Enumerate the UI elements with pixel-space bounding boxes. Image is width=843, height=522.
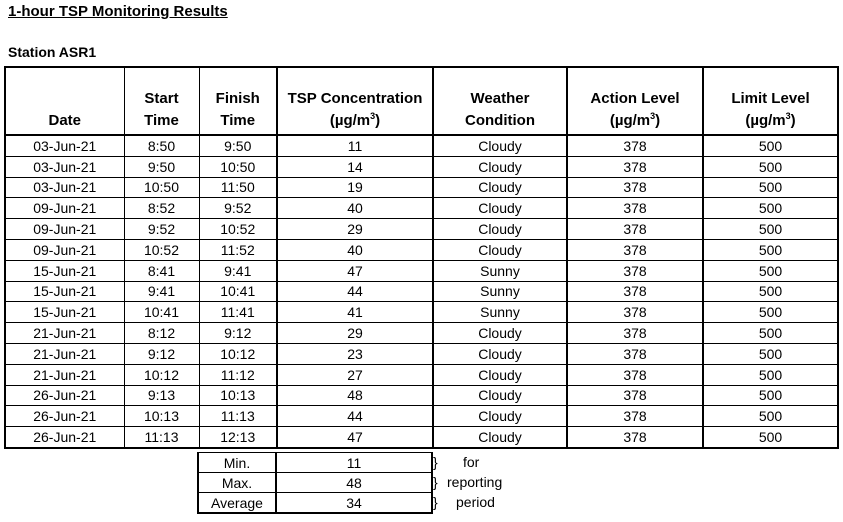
cell-date: 15-Jun-21 bbox=[5, 302, 124, 323]
summary-label: Max. bbox=[198, 473, 276, 493]
table-row bbox=[5, 219, 838, 240]
cell-tsp-concentration: 23 bbox=[277, 343, 433, 364]
cell-limit-level: 500 bbox=[703, 177, 838, 198]
cell-start-time: 10:12 bbox=[124, 364, 199, 385]
summary-note: reporting bbox=[447, 474, 503, 490]
summary-label: Min. bbox=[198, 453, 276, 473]
cell-date: 15-Jun-21 bbox=[5, 281, 124, 302]
cell-limit-level: 500 bbox=[703, 135, 838, 156]
cell-limit-level: 500 bbox=[703, 343, 838, 364]
cell-start-time: 9:50 bbox=[124, 156, 199, 177]
cell-action-level: 378 bbox=[567, 177, 703, 198]
cell-weather-condition: Cloudy bbox=[433, 135, 567, 156]
cell-date: 15-Jun-21 bbox=[5, 260, 124, 281]
cell-finish-time: 10:13 bbox=[199, 385, 277, 406]
brace-symbol: } bbox=[433, 494, 438, 510]
cell-weather-condition: Cloudy bbox=[433, 156, 567, 177]
cell-weather-condition: Cloudy bbox=[433, 343, 567, 364]
cell-limit-level: 500 bbox=[703, 385, 838, 406]
cell-finish-time: 9:12 bbox=[199, 323, 277, 344]
cell-tsp-concentration: 29 bbox=[277, 219, 433, 240]
table-row bbox=[5, 177, 838, 198]
header-finish-time: Finish Time bbox=[199, 67, 277, 135]
cell-action-level: 378 bbox=[567, 156, 703, 177]
cell-action-level: 378 bbox=[567, 343, 703, 364]
cell-finish-time: 9:50 bbox=[199, 135, 277, 156]
cell-limit-level: 500 bbox=[703, 260, 838, 281]
header-row bbox=[5, 67, 838, 135]
cell-tsp-concentration: 47 bbox=[277, 427, 433, 448]
cell-date: 26-Jun-21 bbox=[5, 406, 124, 427]
cell-action-level: 378 bbox=[567, 239, 703, 260]
table-row bbox=[5, 343, 838, 364]
cell-date: 09-Jun-21 bbox=[5, 219, 124, 240]
cell-limit-level: 500 bbox=[703, 427, 838, 448]
cell-action-level: 378 bbox=[567, 427, 703, 448]
cell-date: 03-Jun-21 bbox=[5, 156, 124, 177]
cell-tsp-concentration: 48 bbox=[277, 385, 433, 406]
summary-row bbox=[198, 473, 432, 493]
cell-tsp-concentration: 47 bbox=[277, 260, 433, 281]
cell-limit-level: 500 bbox=[703, 239, 838, 260]
cell-start-time: 11:13 bbox=[124, 427, 199, 448]
cell-start-time: 10:50 bbox=[124, 177, 199, 198]
cell-finish-time: 11:12 bbox=[199, 364, 277, 385]
cell-action-level: 378 bbox=[567, 219, 703, 240]
cell-finish-time: 11:41 bbox=[199, 302, 277, 323]
cell-finish-time: 10:41 bbox=[199, 281, 277, 302]
cell-action-level: 378 bbox=[567, 135, 703, 156]
header-tsp-concentration: TSP Concentration $(\mu g/m^3)$ bbox=[277, 67, 433, 135]
cell-weather-condition: Cloudy bbox=[433, 406, 567, 427]
cell-tsp-concentration: 29 bbox=[277, 323, 433, 344]
header-limit-level: Limit Level $(\mu g/m^3)$ bbox=[703, 67, 838, 135]
cell-date: 21-Jun-21 bbox=[5, 323, 124, 344]
cell-limit-level: 500 bbox=[703, 364, 838, 385]
cell-finish-time: 11:52 bbox=[199, 239, 277, 260]
summary-row bbox=[198, 453, 432, 473]
cell-weather-condition: Cloudy bbox=[433, 364, 567, 385]
cell-date: 03-Jun-21 bbox=[5, 135, 124, 156]
tsp-results-table bbox=[4, 66, 839, 449]
summary-row bbox=[198, 493, 432, 514]
report-title: 1-hour TSP Monitoring Results bbox=[8, 3, 228, 20]
cell-finish-time: 10:50 bbox=[199, 156, 277, 177]
cell-finish-time: 10:52 bbox=[199, 219, 277, 240]
summary-note: period bbox=[456, 494, 495, 510]
table-row bbox=[5, 406, 838, 427]
cell-limit-level: 500 bbox=[703, 198, 838, 219]
table-row bbox=[5, 239, 838, 260]
cell-tsp-concentration: 40 bbox=[277, 198, 433, 219]
cell-weather-condition: Sunny bbox=[433, 260, 567, 281]
cell-weather-condition: Cloudy bbox=[433, 323, 567, 344]
cell-date: 21-Jun-21 bbox=[5, 364, 124, 385]
station-label: Station ASR1 bbox=[8, 44, 97, 60]
table-row bbox=[5, 385, 838, 406]
cell-start-time: 10:13 bbox=[124, 406, 199, 427]
cell-limit-level: 500 bbox=[703, 323, 838, 344]
cell-start-time: 8:12 bbox=[124, 323, 199, 344]
cell-tsp-concentration: 27 bbox=[277, 364, 433, 385]
cell-start-time: 9:12 bbox=[124, 343, 199, 364]
cell-date: 09-Jun-21 bbox=[5, 198, 124, 219]
cell-tsp-concentration: 19 bbox=[277, 177, 433, 198]
table-row bbox=[5, 364, 838, 385]
cell-weather-condition: Sunny bbox=[433, 302, 567, 323]
cell-weather-condition: Cloudy bbox=[433, 198, 567, 219]
cell-start-time: 8:52 bbox=[124, 198, 199, 219]
cell-action-level: 378 bbox=[567, 385, 703, 406]
cell-finish-time: 9:52 bbox=[199, 198, 277, 219]
cell-action-level: 378 bbox=[567, 406, 703, 427]
summary-value: 48 bbox=[276, 473, 432, 493]
cell-finish-time: 10:12 bbox=[199, 343, 277, 364]
header-action-level: Action Level $(\mu g/m^3)$ bbox=[567, 67, 703, 135]
header-date: Date bbox=[5, 67, 124, 135]
cell-finish-time: 9:41 bbox=[199, 260, 277, 281]
cell-limit-level: 500 bbox=[703, 219, 838, 240]
cell-limit-level: 500 bbox=[703, 281, 838, 302]
cell-finish-time: 11:50 bbox=[199, 177, 277, 198]
summary-value: 11 bbox=[276, 453, 432, 473]
table-row bbox=[5, 427, 838, 448]
cell-action-level: 378 bbox=[567, 198, 703, 219]
table-row bbox=[5, 302, 838, 323]
cell-date: 03-Jun-21 bbox=[5, 177, 124, 198]
cell-weather-condition: Sunny bbox=[433, 281, 567, 302]
cell-action-level: 378 bbox=[567, 260, 703, 281]
cell-start-time: 9:52 bbox=[124, 219, 199, 240]
cell-date: 09-Jun-21 bbox=[5, 239, 124, 260]
cell-weather-condition: Cloudy bbox=[433, 385, 567, 406]
cell-start-time: 10:52 bbox=[124, 239, 199, 260]
table-row bbox=[5, 135, 838, 156]
table-row bbox=[5, 323, 838, 344]
cell-action-level: 378 bbox=[567, 323, 703, 344]
summary-value: 34 bbox=[276, 493, 432, 514]
cell-start-time: 8:41 bbox=[124, 260, 199, 281]
summary-note: for bbox=[463, 454, 480, 470]
cell-tsp-concentration: 44 bbox=[277, 281, 433, 302]
cell-finish-time: 12:13 bbox=[199, 427, 277, 448]
table-row bbox=[5, 260, 838, 281]
cell-weather-condition: Cloudy bbox=[433, 177, 567, 198]
summary-stats-table bbox=[197, 452, 433, 514]
cell-tsp-concentration: 41 bbox=[277, 302, 433, 323]
cell-tsp-concentration: 44 bbox=[277, 406, 433, 427]
cell-start-time: 10:41 bbox=[124, 302, 199, 323]
brace-symbol: } bbox=[433, 454, 438, 470]
header-start-time: Start Time bbox=[124, 67, 199, 135]
table-row bbox=[5, 281, 838, 302]
cell-start-time: 8:50 bbox=[124, 135, 199, 156]
cell-start-time: 9:13 bbox=[124, 385, 199, 406]
cell-start-time: 9:41 bbox=[124, 281, 199, 302]
table-row bbox=[5, 198, 838, 219]
cell-weather-condition: Cloudy bbox=[433, 219, 567, 240]
cell-action-level: 378 bbox=[567, 281, 703, 302]
header-weather-condition: Weather Condition bbox=[433, 67, 567, 135]
table-row bbox=[5, 156, 838, 177]
cell-date: 21-Jun-21 bbox=[5, 343, 124, 364]
cell-action-level: 378 bbox=[567, 302, 703, 323]
cell-date: 26-Jun-21 bbox=[5, 427, 124, 448]
cell-date: 26-Jun-21 bbox=[5, 385, 124, 406]
cell-tsp-concentration: 40 bbox=[277, 239, 433, 260]
cell-limit-level: 500 bbox=[703, 156, 838, 177]
cell-weather-condition: Cloudy bbox=[433, 427, 567, 448]
cell-weather-condition: Cloudy bbox=[433, 239, 567, 260]
cell-action-level: 378 bbox=[567, 364, 703, 385]
cell-tsp-concentration: 11 bbox=[277, 135, 433, 156]
cell-finish-time: 11:13 bbox=[199, 406, 277, 427]
cell-tsp-concentration: 14 bbox=[277, 156, 433, 177]
brace-symbol: } bbox=[433, 474, 438, 490]
cell-limit-level: 500 bbox=[703, 302, 838, 323]
cell-limit-level: 500 bbox=[703, 406, 838, 427]
summary-label: Average bbox=[198, 493, 276, 514]
